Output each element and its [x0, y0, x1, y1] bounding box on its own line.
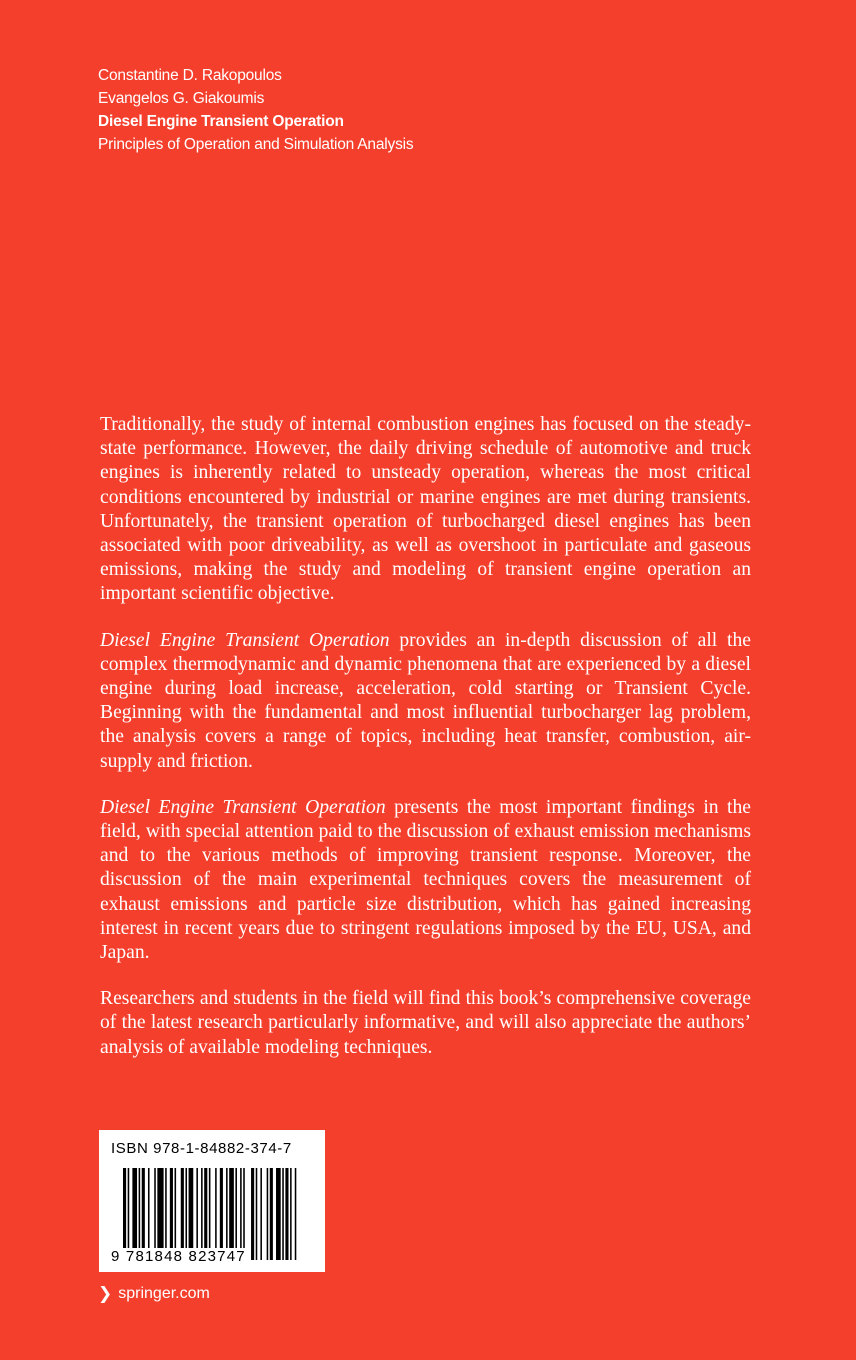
blurb-paragraph-2	[100, 629, 751, 774]
barcode-bar	[220, 1168, 223, 1260]
barcode-bar	[235, 1168, 237, 1260]
back-cover-blurb	[100, 413, 751, 1082]
barcode-bar	[260, 1168, 262, 1260]
publisher-link[interactable]	[98, 1284, 210, 1304]
barcode-bar	[256, 1168, 258, 1260]
barcode-bar	[128, 1168, 130, 1260]
barcode-bar	[290, 1168, 292, 1260]
barcode-bar	[270, 1168, 273, 1260]
barcode-image	[123, 1168, 301, 1260]
author-name-2: Evangelos G. Giakoumis	[98, 90, 265, 107]
barcode-bar	[295, 1168, 297, 1260]
author-block	[98, 64, 413, 156]
barcode-bar	[148, 1168, 150, 1260]
barcode-bar	[204, 1168, 207, 1260]
isbn-barcode-box	[99, 1130, 325, 1272]
barcode-bar	[181, 1168, 184, 1260]
barcode-bar	[240, 1168, 242, 1260]
barcode-bar	[139, 1168, 141, 1260]
barcode-bar	[165, 1168, 167, 1260]
barcode-bar	[282, 1168, 284, 1260]
blurb-paragraph-4: Researchers and students in the field will find this book’s comprehensive coverage of the latest research particularly informative, and will also appreciate the authors’ analysis of available modeling techniques.	[100, 988, 751, 1058]
blurb-paragraph-1: Traditionally, the study of internal combustion engines has focused on the steady-state performance. However, the daily driving schedule of automotive and truck engines is inherently related to unsteady operation, whereas the most critical conditions encountered by industrial or marine engines are met during transients. Unfortunately, the transient operation of turbocharged diesel engines has been associated with poor driveability, as well as overshoot in particulate and gaseous emissions, making the study and modeling of transient engine operation an important scientific objective.	[100, 414, 751, 605]
barcode-bar	[154, 1168, 156, 1260]
barcode-bar	[209, 1168, 211, 1260]
blurb-paragraph-3-text: presents the most important findings in the field, with special attention paid to the discussion of exhaust emission mechanisms and to the various methods of improving transient response. Moreover, the discussion of the main experimental techniques covers the measurement of exhaust emissions and particle size distribution, which has gained increasing interest in recent years due to stringent regulations imposed by the EU, USA, and Japan.	[100, 796, 751, 964]
barcode-bar	[276, 1168, 281, 1260]
barcode-bar	[196, 1168, 198, 1260]
blurb-paragraph-2-title: Diesel Engine Transient Operation	[100, 629, 390, 651]
barcode-bar	[170, 1168, 173, 1260]
book-subtitle: Principles of Operation and Simulation Analysis	[98, 136, 414, 153]
barcode-bar	[229, 1168, 234, 1260]
blurb-paragraph-2-text: provides an in-depth discussion of all the complex thermodynamic and dynamic phenomena that are experienced by a diesel engine during load increase, acceleration, cold starting or Transient Cycle. Beginning with the fundamental and most influential turbocharger lag problem, the analysis covers a range of topics, including heat transfer, combustion, air-supply and friction.	[100, 629, 751, 772]
barcode-digits: 9 781848 823747	[111, 1248, 246, 1265]
barcode-bar	[157, 1168, 163, 1260]
barcode-bar	[251, 1168, 254, 1260]
author-name-1: Constantine D. Rakopoulos	[98, 67, 282, 84]
barcode-bar	[142, 1168, 145, 1260]
blurb-paragraph-3-title: Diesel Engine Transient Operation	[100, 796, 386, 818]
barcode-bar	[189, 1168, 194, 1260]
book-title: Diesel Engine Transient Operation	[98, 113, 344, 130]
barcode-bar	[267, 1168, 269, 1260]
isbn-label: ISBN 978-1-84882-374-7	[111, 1140, 292, 1157]
barcode-bar	[185, 1168, 187, 1260]
barcode-bar	[215, 1168, 217, 1260]
barcode-bar	[243, 1168, 245, 1260]
barcode-bar	[175, 1168, 177, 1260]
barcode-bar	[226, 1168, 228, 1260]
publisher-url: springer.com	[118, 1285, 210, 1302]
barcode-bar	[123, 1168, 126, 1260]
barcode-bar	[201, 1168, 203, 1260]
blurb-paragraph-3	[100, 796, 751, 965]
chevron-right-icon: ❯	[98, 1284, 113, 1303]
barcode-bar	[285, 1168, 288, 1260]
barcode-bar	[132, 1168, 137, 1260]
